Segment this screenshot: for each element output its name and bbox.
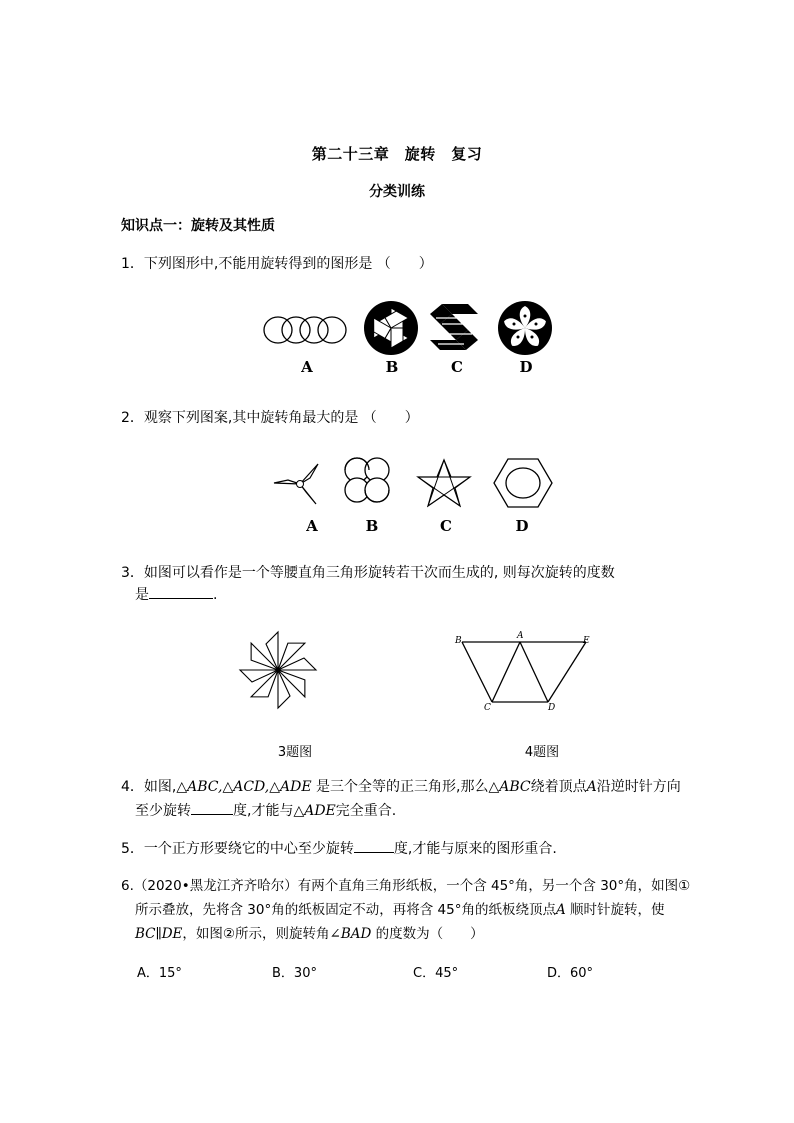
q6-option-d[interactable]: D．60° (547, 966, 594, 981)
q1-label-c: C (451, 358, 463, 376)
q1-label-a: A (301, 358, 313, 376)
ring (264, 317, 292, 343)
q6-line2-b: 顺时针旋转，使 (565, 902, 665, 918)
q6-math-bc-de: BC∥DE (135, 926, 183, 942)
question-4-line2 (135, 800, 396, 821)
ring (282, 317, 310, 343)
q4-point-b: B (455, 636, 462, 646)
q4-point-e: E (583, 636, 590, 646)
q2-figure-b-four-circles (338, 456, 396, 506)
q2-figure-c-pentagram (416, 458, 472, 510)
question-6-line2 (135, 900, 665, 920)
q1-label-b: B (385, 358, 399, 376)
q4-figure-triangles (452, 632, 602, 718)
q2-label-a: A (306, 517, 318, 535)
ring (318, 317, 346, 343)
q1-label-d: D (519, 358, 533, 376)
q1-figure-d-bauhinia (497, 300, 553, 356)
q4-math-triangles: △ABC,△ACD,△ADE (176, 779, 312, 795)
q4-line1-d: 沿逆时针方向 (596, 779, 681, 795)
q6-option-a[interactable]: A．15° (137, 966, 182, 981)
question-5-text (121, 838, 557, 859)
q3-figure-caption: 3题图 (277, 745, 313, 760)
q4-figure-caption: 4题图 (524, 745, 560, 760)
page-title: 第二十三章 旋转 复习 (311, 145, 483, 163)
q2-figure-d-hexagon-circle (492, 457, 554, 509)
q5-answer-blank[interactable] (354, 838, 394, 853)
q6-option-b[interactable]: B．30° (272, 966, 317, 981)
q4-line1-c: 绕着顶点 (530, 779, 587, 795)
q1-figure-b-cube-pattern (362, 300, 420, 356)
page-subtitle: 分类训练 (369, 184, 425, 200)
q4-point-a: A (517, 631, 524, 641)
question-3-line2 (135, 584, 217, 605)
question-2-text: 2．观察下列图案,其中旋转角最大的是 （ ） (121, 410, 419, 426)
q6-option-c[interactable]: C．45° (413, 966, 459, 981)
q5-pre: 5．一个正方形要绕它的中心至少旋转 (121, 841, 354, 857)
q3-answer-blank[interactable] (149, 584, 213, 599)
question-1-text: 1．下列图形中,不能用旋转得到的图形是 （ ） (121, 256, 433, 272)
q4-answer-blank[interactable] (191, 800, 233, 815)
q4-line2-mid: 度,才能与 (233, 803, 294, 819)
q2-label-b: B (365, 517, 379, 535)
q4-point-d: D (548, 703, 556, 713)
q4-math-a: A (586, 779, 597, 795)
q6-line2-a: 所示叠放，先将含 30°角的纸板固定不动，再将含 45°角的纸板绕顶点 (135, 902, 556, 918)
q6-math-angle-bad: ∠BAD (329, 926, 372, 942)
q4-line1-a: 4．如图, (121, 779, 177, 795)
q1-figure-a-olympic-rings (262, 312, 350, 348)
q2-label-d: D (515, 517, 529, 535)
q2-figure-a-three-blades (272, 458, 322, 508)
q1-figure-c-s-logo (428, 302, 480, 352)
q3-figure-pinwheel (238, 630, 318, 710)
q4-line2-post: 完全重合. (335, 803, 397, 819)
q3-line2-pre: 是 (135, 587, 149, 603)
q2-label-c: C (440, 517, 452, 535)
q6-math-a: A (555, 902, 566, 918)
ring (300, 317, 328, 343)
question-6-line1: 6.（2020•黑龙江齐齐哈尔）有两个直角三角形纸板，一个含 45°角，另一个含 30°角，如图① (121, 878, 691, 894)
q4-point-c: C (484, 703, 491, 713)
q4-line1-b: 是三个全等的正三角形,那么 (311, 779, 489, 795)
q4-line2-pre: 至少旋转 (135, 803, 191, 819)
question-3-line1: 3．如图可以看作是一个等腰直角三角形旋转若干次而生成的, 则每次旋转的度数 (121, 565, 615, 581)
question-4-line1 (121, 777, 681, 797)
q6-line3-b: 的度数为（ ） (371, 926, 484, 942)
question-6-line3 (135, 924, 484, 944)
q3-line2-post: . (213, 587, 218, 603)
section-heading: 知识点一：旋转及其性质 (121, 218, 275, 234)
q4-math-abc: △ABC (488, 779, 531, 795)
q6-line3-a: ，如图②所示，则旋转角 (182, 926, 330, 942)
q5-post: 度,才能与原来的图形重合. (393, 841, 557, 857)
q4-math-ade: △ADE (293, 803, 336, 819)
